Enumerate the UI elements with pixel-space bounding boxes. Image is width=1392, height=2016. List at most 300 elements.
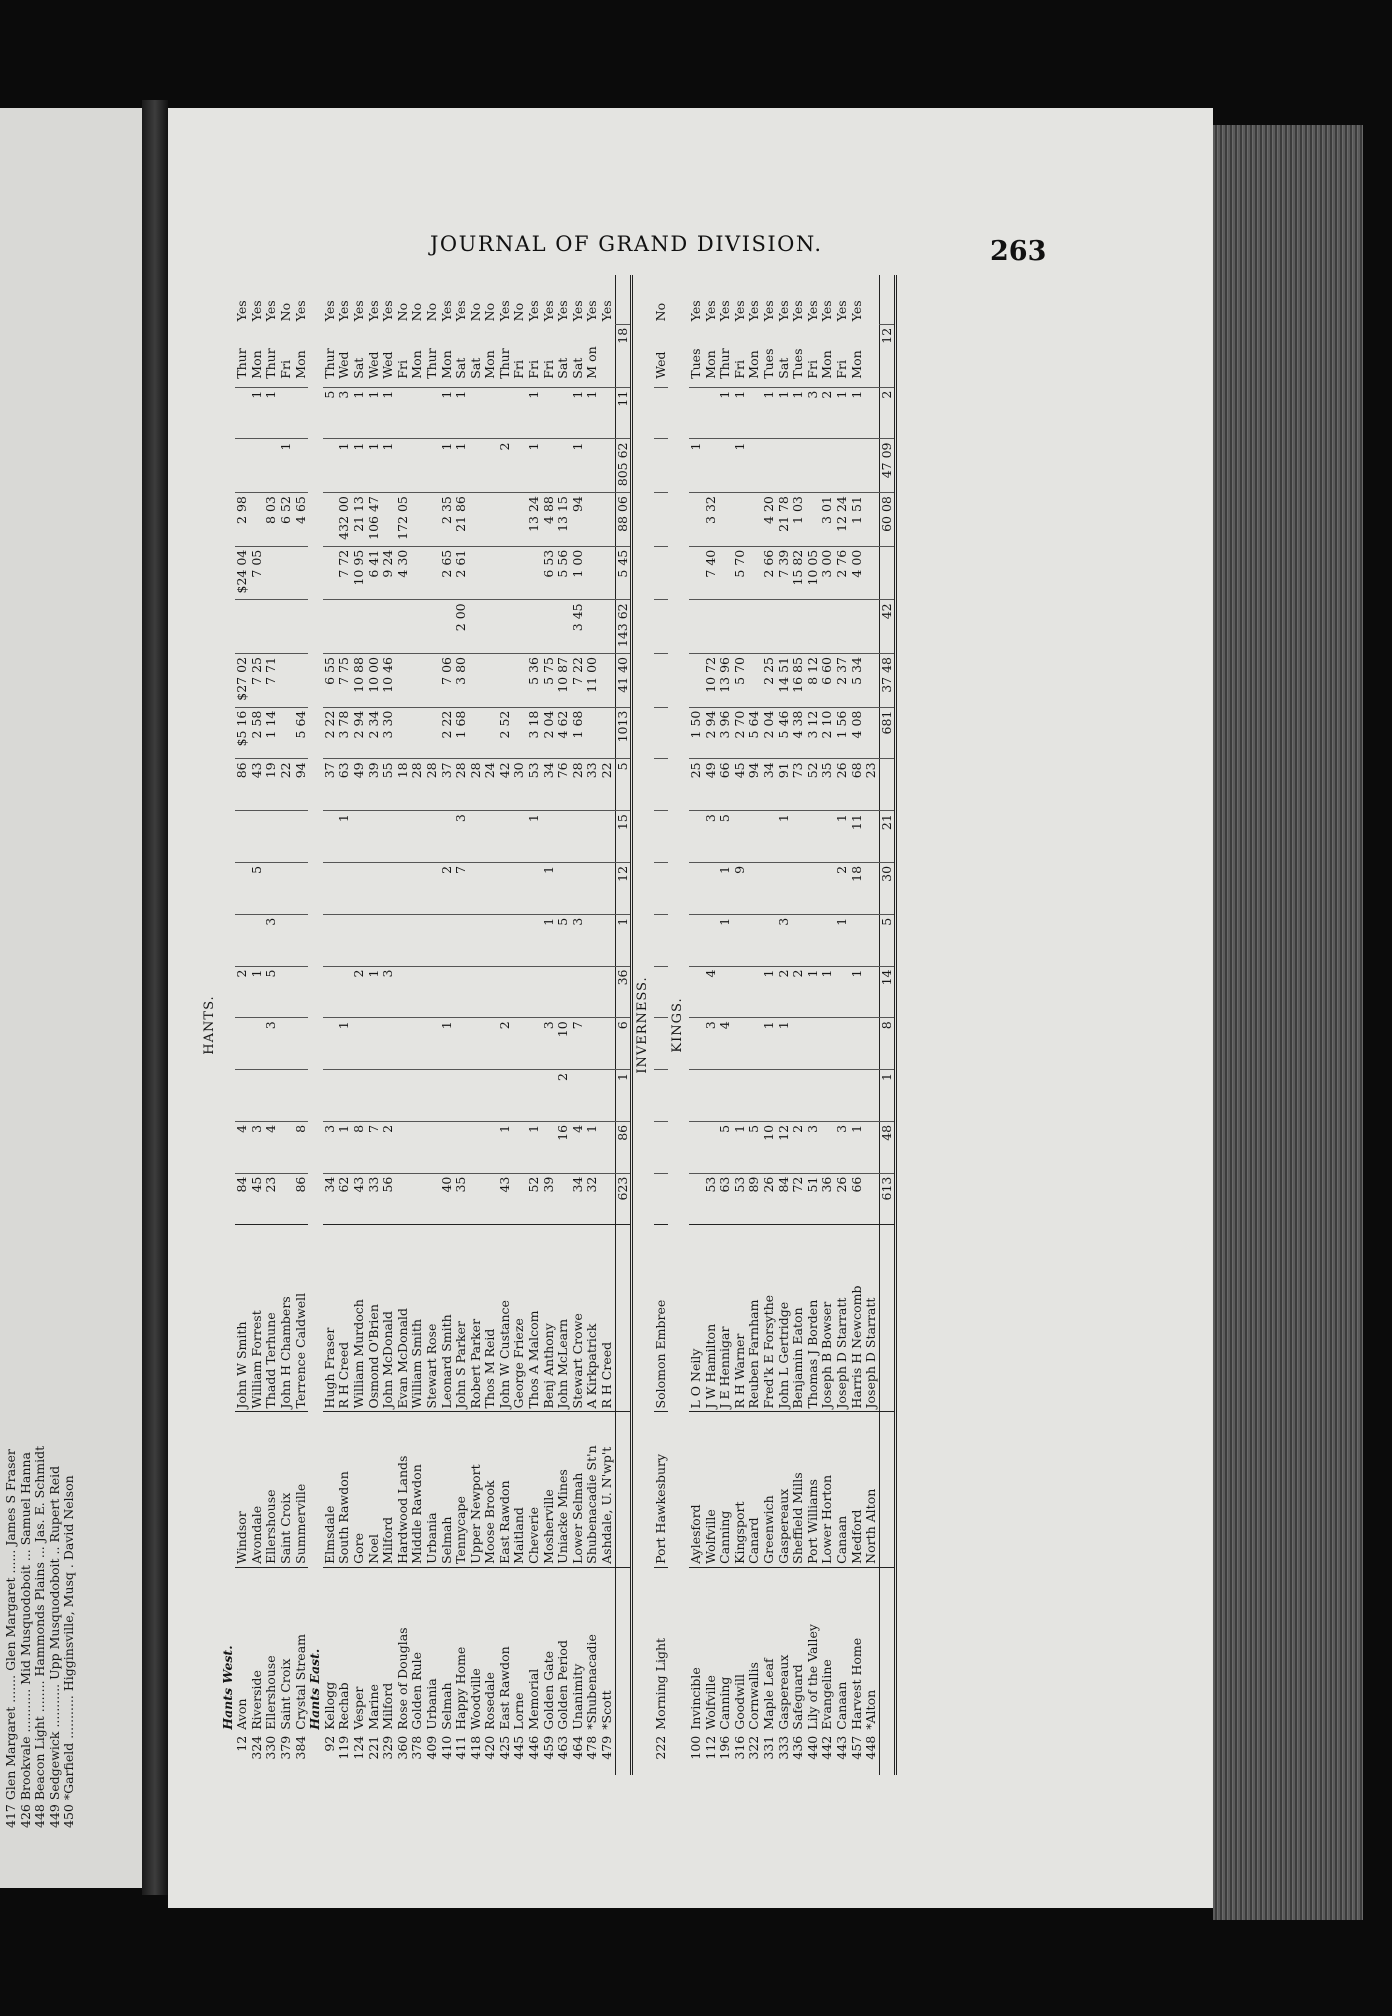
table-row <box>396 275 411 1775</box>
value-cell: 3 <box>806 1121 821 1173</box>
value-cell: 7 22 <box>571 653 586 707</box>
value-cell <box>864 1070 879 1122</box>
value-cell <box>454 914 469 966</box>
deputy-name: Thomas J Borden <box>806 1225 821 1412</box>
deputy-name: Evan McDonald <box>396 1225 411 1412</box>
value-cell <box>396 862 411 914</box>
value-cell: 21 86 <box>454 493 469 547</box>
total-value <box>615 275 632 324</box>
division-location: Lower Horton <box>820 1412 835 1567</box>
table-row <box>498 275 513 1775</box>
division-location: Gore <box>352 1412 367 1567</box>
value-cell <box>791 862 806 914</box>
value-cell <box>381 1070 396 1122</box>
value-cell <box>864 653 879 707</box>
value-cell <box>689 546 704 600</box>
yes-no-cell: Yes <box>804 300 820 322</box>
value-cell: 26 <box>835 759 850 811</box>
value-cell: 10 00 <box>367 653 382 707</box>
value-cell: 51 <box>806 1173 821 1225</box>
district-subheading: Hants West. <box>219 1645 235 1730</box>
division-name: Golden Rule <box>410 1567 425 1732</box>
table-row <box>556 275 571 1775</box>
value-cell <box>689 914 704 966</box>
table-row <box>806 275 821 1775</box>
meeting-day: Tues <box>760 348 776 379</box>
value-cell: 1 51 <box>850 493 865 547</box>
value-cell: 5 <box>556 914 571 966</box>
value-cell <box>718 1070 733 1122</box>
value-cell <box>396 1018 411 1070</box>
district-subheading: Hants East. <box>307 1648 323 1730</box>
division-location: Saint Croix <box>279 1412 294 1567</box>
left-page <box>0 108 142 1888</box>
table-row <box>542 275 557 1775</box>
division-name: Cornwallis <box>747 1567 762 1732</box>
value-cell <box>791 914 806 966</box>
value-cell <box>571 811 586 863</box>
value-cell: 5 46 <box>777 707 792 759</box>
value-cell: 1 <box>733 1121 748 1173</box>
value-cell <box>600 862 615 914</box>
value-cell <box>381 1018 396 1070</box>
value-cell: 14 51 <box>777 653 792 707</box>
meeting-day: Mon <box>482 350 498 379</box>
value-cell <box>600 653 615 707</box>
value-cell <box>747 966 762 1018</box>
division-location: Windsor <box>235 1412 250 1567</box>
value-cell <box>381 600 396 654</box>
table-row <box>718 275 733 1775</box>
value-cell: 36 <box>820 1173 835 1225</box>
value-cell <box>294 1070 309 1122</box>
table-row <box>704 275 719 1775</box>
value-cell <box>704 387 719 439</box>
table-row <box>425 275 440 1775</box>
deputy-name: Benjamin Eaton <box>791 1225 806 1412</box>
value-cell: 8 12 <box>806 653 821 707</box>
value-cell: 86 <box>235 759 250 811</box>
value-cell <box>469 966 484 1018</box>
value-cell: 3 78 <box>337 707 352 759</box>
division-name: Safeguard <box>791 1567 806 1732</box>
value-cell: 3 <box>323 1121 338 1173</box>
division-name: *Scott <box>600 1567 615 1732</box>
value-cell: 2 34 <box>367 707 382 759</box>
yes-no-cell: No <box>511 302 527 322</box>
value-cell: 3 18 <box>527 707 542 759</box>
value-cell: 4 20 <box>762 493 777 547</box>
yes-no-cell: Yes <box>526 300 542 322</box>
deputy-name: John McDonald <box>381 1225 396 1412</box>
division-number: 316 <box>731 1735 747 1760</box>
value-cell: 8 <box>352 1121 367 1173</box>
deputy-name: Thadd Terhune <box>264 1225 279 1412</box>
county-heading-row <box>200 275 221 1775</box>
meeting-day: Tues <box>688 348 703 379</box>
yes-no-cell: No <box>394 302 410 322</box>
division-number: 464 <box>569 1735 585 1760</box>
meeting-day: Mon <box>438 350 454 379</box>
table-row <box>654 275 669 1775</box>
value-cell: 7 <box>367 1121 382 1173</box>
total-value: 41 40 <box>615 653 632 707</box>
value-cell <box>410 493 425 547</box>
table-row <box>323 275 338 1775</box>
division-location: Ashdale, U. N'wp't <box>600 1412 615 1567</box>
yes-no-cell: Yes <box>540 300 556 322</box>
value-cell <box>454 1070 469 1122</box>
division-number: 459 <box>540 1735 556 1760</box>
value-cell: 11 00 <box>585 653 600 707</box>
value-cell: 91 <box>777 759 792 811</box>
value-cell: 76 <box>556 759 571 811</box>
yes-no-cell: Yes <box>775 300 791 322</box>
value-cell <box>483 966 498 1018</box>
division-name: Rechab <box>337 1567 352 1732</box>
yes-no-cell: Yes <box>496 300 512 322</box>
yes-no-cell: Yes <box>380 300 396 322</box>
value-cell <box>654 1070 669 1122</box>
table-row <box>352 275 367 1775</box>
value-cell: 3 <box>337 387 352 439</box>
value-cell <box>323 1070 338 1122</box>
value-cell: 49 <box>704 759 719 811</box>
value-cell: 49 <box>352 759 367 811</box>
value-cell: 34 <box>762 759 777 811</box>
value-cell: 1 <box>250 387 265 439</box>
deputy-name: Osmond O'Brien <box>367 1225 382 1412</box>
value-cell <box>294 862 309 914</box>
yes-no-cell: No <box>423 302 439 322</box>
spacer-cell <box>879 1733 896 1775</box>
value-cell: 10 88 <box>352 653 367 707</box>
meeting-day: Sat <box>467 357 483 379</box>
value-cell: 23 <box>864 759 879 811</box>
value-cell: $27 02 <box>235 653 250 707</box>
value-cell: 55 <box>381 759 396 811</box>
value-cell <box>352 862 367 914</box>
division-number: 360 <box>394 1735 410 1760</box>
value-cell: 2 <box>498 439 513 493</box>
value-cell: 7 <box>571 1018 586 1070</box>
value-cell <box>264 546 279 600</box>
value-cell: 2 00 <box>454 600 469 654</box>
value-cell: 63 <box>337 759 352 811</box>
deputy-name: Terrence Caldwell <box>294 1225 309 1412</box>
value-cell: 1 <box>733 439 748 493</box>
value-cell <box>777 600 792 654</box>
value-cell <box>425 653 440 707</box>
value-cell <box>600 707 615 759</box>
value-cell <box>571 1070 586 1122</box>
value-cell: 72 <box>791 1173 806 1225</box>
value-cell <box>762 439 777 493</box>
value-cell <box>556 387 571 439</box>
division-name: Harvest Home <box>850 1567 865 1732</box>
value-cell <box>294 966 309 1018</box>
value-cell <box>279 1070 294 1122</box>
yes-no-cell: Yes <box>819 300 835 322</box>
division-name: Maple Leaf <box>762 1567 777 1732</box>
deputy-name: Stewart Crowe <box>571 1225 586 1412</box>
value-cell <box>279 707 294 759</box>
value-cell: 28 <box>425 759 440 811</box>
yes-no-cell: Yes <box>848 300 864 322</box>
value-cell <box>440 600 455 654</box>
value-cell: 1 68 <box>454 707 469 759</box>
value-cell: 35 <box>820 759 835 811</box>
value-cell: 3 <box>704 811 719 863</box>
value-cell <box>425 707 440 759</box>
division-name: Invincible <box>689 1567 704 1732</box>
division-number: 411 <box>453 1735 469 1760</box>
value-cell: 11 <box>850 811 865 863</box>
total-value: 12 <box>615 862 632 914</box>
rotated-table-wrapper <box>200 265 1030 1775</box>
value-cell <box>733 600 748 654</box>
meeting-day: Mon <box>848 350 864 379</box>
meeting-day: Wed <box>652 351 668 379</box>
total-value: 36 <box>615 966 632 1018</box>
value-cell <box>512 387 527 439</box>
value-cell <box>791 1018 806 1070</box>
table-row <box>820 275 835 1775</box>
value-cell <box>483 493 498 547</box>
value-cell <box>396 1121 411 1173</box>
value-cell <box>542 811 557 863</box>
division-location: South Rawdon <box>337 1412 352 1567</box>
value-cell: 10 46 <box>381 653 396 707</box>
value-cell: 2 22 <box>323 707 338 759</box>
value-cell: $24 04 <box>235 546 250 600</box>
meeting-day: Fri <box>804 360 820 379</box>
value-cell: 25 <box>689 759 704 811</box>
yes-no-cell: No <box>277 302 293 322</box>
value-cell <box>498 811 513 863</box>
value-cell <box>762 1070 777 1122</box>
value-cell: 3 <box>381 966 396 1018</box>
page-edge <box>1213 125 1363 1920</box>
value-cell: 52 <box>806 759 821 811</box>
value-cell: 62 <box>337 1173 352 1225</box>
total-value: 18 <box>615 324 632 387</box>
value-cell <box>235 387 250 439</box>
value-cell <box>864 439 879 493</box>
value-cell <box>820 1070 835 1122</box>
value-cell: 2 35 <box>440 493 455 547</box>
value-cell <box>512 1070 527 1122</box>
value-cell <box>654 759 669 811</box>
division-location: Sheffield Mills <box>791 1412 806 1567</box>
spacer-cell <box>308 1733 323 1775</box>
value-cell: 1 <box>454 387 469 439</box>
value-cell <box>498 1070 513 1122</box>
value-cell <box>820 811 835 863</box>
value-cell: 1 <box>718 862 733 914</box>
value-cell: 3 30 <box>381 707 396 759</box>
value-cell: 6 41 <box>367 546 382 600</box>
value-cell <box>777 439 792 493</box>
meeting-day: Fri <box>394 360 410 379</box>
value-cell <box>585 439 600 493</box>
value-cell: 2 <box>440 862 455 914</box>
value-cell <box>835 966 850 1018</box>
value-cell: 66 <box>718 759 733 811</box>
value-cell <box>279 1121 294 1173</box>
division-name: Kellogg <box>323 1567 338 1732</box>
value-cell <box>396 387 411 439</box>
value-cell: 10 95 <box>352 546 367 600</box>
yes-no-cell: Yes <box>321 300 337 322</box>
value-cell: 6 53 <box>542 546 557 600</box>
value-cell: 24 <box>483 759 498 811</box>
total-value: 681 <box>879 707 896 759</box>
total-value: 11 <box>615 387 632 439</box>
value-cell: 1 00 <box>571 546 586 600</box>
value-cell <box>747 862 762 914</box>
value-cell <box>542 387 557 439</box>
division-number: 324 <box>248 1735 264 1760</box>
division-number: 457 <box>848 1735 864 1760</box>
value-cell: 10 87 <box>556 653 571 707</box>
value-cell: 39 <box>542 1173 557 1225</box>
value-cell <box>425 862 440 914</box>
value-cell: 5 70 <box>733 653 748 707</box>
deputy-name: Solomon Embree <box>654 1225 669 1412</box>
value-cell: 7 72 <box>337 546 352 600</box>
value-cell <box>483 387 498 439</box>
value-cell <box>469 546 484 600</box>
deputy-name: Stewart Rose <box>425 1225 440 1412</box>
deputy-name: William Smith <box>410 1225 425 1412</box>
value-cell <box>689 1018 704 1070</box>
value-cell: 1 <box>367 387 382 439</box>
division-number: 12 <box>234 1735 250 1752</box>
value-cell <box>733 1070 748 1122</box>
division-name: Milford <box>381 1567 396 1732</box>
value-cell <box>323 546 338 600</box>
table-row <box>250 275 265 1775</box>
yes-no-cell: No <box>482 302 498 322</box>
deputy-name: R H Creed <box>600 1225 615 1412</box>
value-cell: 84 <box>777 1173 792 1225</box>
total-value: 5 45 <box>615 546 632 600</box>
value-cell <box>410 914 425 966</box>
value-cell: 2 04 <box>762 707 777 759</box>
value-cell: 5 <box>250 862 265 914</box>
value-cell: 13 96 <box>718 653 733 707</box>
deputy-name: William Forrest <box>250 1225 265 1412</box>
value-cell: 18 <box>396 759 411 811</box>
division-location: Port Williams <box>806 1412 821 1567</box>
total-value: 60 08 <box>879 493 896 547</box>
meeting-day: Thur <box>423 348 439 379</box>
value-cell <box>820 1018 835 1070</box>
value-cell: 23 <box>264 1173 279 1225</box>
value-cell <box>864 707 879 759</box>
value-cell: 3 <box>454 811 469 863</box>
value-cell <box>835 439 850 493</box>
meeting-day <box>600 324 615 387</box>
deputy-name: George Frieze <box>512 1225 527 1412</box>
value-cell: 4 <box>718 1018 733 1070</box>
value-cell: 1 <box>777 387 792 439</box>
value-cell <box>791 811 806 863</box>
value-cell: 40 <box>440 1173 455 1225</box>
yes-no-cell: Yes <box>584 300 600 322</box>
division-location: Mosherville <box>542 1412 557 1567</box>
value-cell: 43 <box>250 759 265 811</box>
value-cell <box>483 653 498 707</box>
value-cell: 7 05 <box>250 546 265 600</box>
deputy-name: John W Smith <box>235 1225 250 1412</box>
district-subheading-row <box>221 275 236 1775</box>
value-cell: 22 <box>600 759 615 811</box>
value-cell: 1 <box>527 387 542 439</box>
value-cell: 33 <box>367 1173 382 1225</box>
meeting-day <box>864 324 879 387</box>
value-cell <box>654 546 669 600</box>
value-cell: 4 38 <box>791 707 806 759</box>
value-cell <box>469 914 484 966</box>
value-cell <box>279 387 294 439</box>
deputy-name: Thos A Malcom <box>527 1225 542 1412</box>
deputy-name: Benj Anthony <box>542 1225 557 1412</box>
value-cell <box>469 653 484 707</box>
value-cell: 3 80 <box>454 653 469 707</box>
value-cell <box>410 707 425 759</box>
value-cell <box>733 811 748 863</box>
value-cell: 1 <box>806 966 821 1018</box>
value-cell <box>337 600 352 654</box>
division-name: Happy Home <box>454 1567 469 1732</box>
value-cell <box>425 387 440 439</box>
value-cell: 32 <box>585 1173 600 1225</box>
value-cell: 1 <box>527 1121 542 1173</box>
value-cell: 34 <box>323 1173 338 1225</box>
yes-no-cell: Yes <box>555 300 571 322</box>
deputy-name: Joseph D Starratt <box>835 1225 850 1412</box>
value-cell <box>835 1018 850 1070</box>
value-cell: 12 24 <box>835 493 850 547</box>
value-cell <box>410 966 425 1018</box>
deputy-name: A Kirkpatrick <box>585 1225 600 1412</box>
value-cell: 34 <box>571 1173 586 1225</box>
value-cell <box>425 439 440 493</box>
total-value: 805 62 <box>615 439 632 493</box>
division-number: 378 <box>409 1735 425 1760</box>
value-cell: 1 <box>264 387 279 439</box>
division-number: 196 <box>717 1735 733 1760</box>
division-name: Golden Period <box>556 1567 571 1732</box>
value-cell <box>704 914 719 966</box>
division-location: Wolfville <box>704 1412 719 1567</box>
division-location: Canard <box>747 1412 762 1567</box>
value-cell <box>585 914 600 966</box>
yes-no-cell: Yes <box>248 300 264 322</box>
value-cell <box>777 1070 792 1122</box>
value-cell: 43 <box>498 1173 513 1225</box>
table-row <box>279 275 294 1775</box>
division-location: Noel <box>367 1412 382 1567</box>
meeting-day: Mon <box>702 350 718 379</box>
value-cell: 3 96 <box>718 707 733 759</box>
county-heading-row <box>632 275 654 1775</box>
meeting-day: Fri <box>540 360 556 379</box>
value-cell <box>367 1018 382 1070</box>
deputy-name: John S Parker <box>454 1225 469 1412</box>
